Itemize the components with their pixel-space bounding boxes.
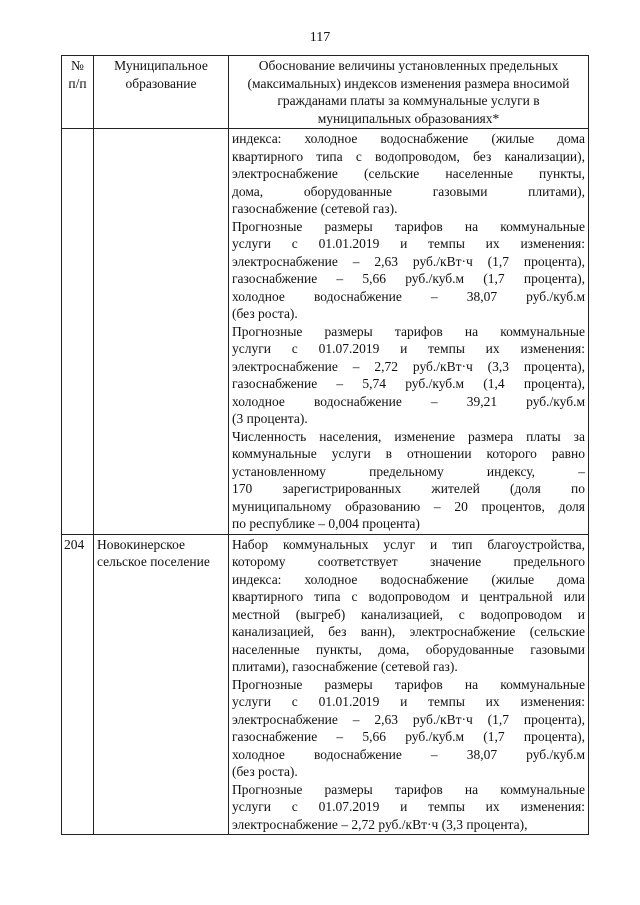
row-municipality: Новокинерское сельское поселение	[94, 534, 229, 835]
text-line: Прогнозные размеры тарифов на коммунальные	[232, 781, 585, 797]
text-line: Прогнозные размеры тарифов на коммунальные	[232, 218, 585, 234]
text-line: Прогнозные размеры тарифов на коммунальные	[232, 676, 585, 692]
text-line: (без роста).	[232, 306, 298, 321]
text-line: индекса: холодное водоснабжение (жилые дома	[232, 571, 585, 587]
text-line: газоснабжение – 5,74 руб./куб.м (1,4 процента),	[232, 376, 585, 391]
text-line: услуги с 01.01.2019 и темпы их изменения:	[232, 236, 585, 251]
text-line: 170 зарегистрированных жителей (доля по	[232, 481, 585, 496]
text-line: услуги с 01.07.2019 и темпы их изменения:	[232, 341, 585, 356]
text-line: которому соответствует значение предельного	[232, 554, 585, 569]
text-line: (без роста).	[232, 764, 298, 779]
text-line: холодное водоснабжение – 38,07 руб./куб.м	[232, 288, 585, 304]
text-line: электроснабжение – 2,63 руб./кВт·ч (1,7 процента),	[232, 253, 585, 269]
text-line: электроснабжение – 2,72 руб./кВт·ч (3,3 процента),	[232, 816, 528, 832]
text-line: дома, оборудованные газовыми плитами),	[232, 183, 585, 199]
text-line: коммунальные услуги в отношении которого равно	[232, 446, 585, 461]
text-line: услуги с 01.07.2019 и темпы их изменения:	[232, 799, 585, 814]
row-justification	[229, 534, 589, 835]
row-justification	[229, 129, 589, 535]
text-line: электроснабжение – 2,63 руб./кВт·ч (1,7 процента),	[232, 711, 585, 727]
text-line: холодное водоснабжение – 39,21 руб./куб.м	[232, 393, 585, 409]
text-line: по республике – 0,004 процента)	[232, 516, 420, 531]
header-num: № п/п	[62, 56, 94, 129]
text-line: плитами), газоснабжение (сетевой газ).	[232, 659, 458, 674]
text-line: газоснабжение (сетевой газ).	[232, 201, 398, 216]
text-line: квартирного типа с водопроводом и центральной или	[232, 589, 585, 604]
text-line: электроснабжение – 2,72 руб./кВт·ч (3,3 процента),	[232, 358, 585, 374]
page-number: 117	[309, 30, 331, 45]
row-number	[62, 129, 94, 535]
text-line: населенные пункты, дома, оборудованные газовыми	[232, 641, 585, 657]
text-line: муниципальному образованию – 20 процентов, доля	[232, 498, 585, 514]
header-municipality: Муниципальное образование	[94, 56, 229, 129]
text-line: газоснабжение – 5,66 руб./куб.м (1,7 процента),	[232, 729, 585, 744]
row-municipality	[94, 129, 229, 535]
text-line: индекса: холодное водоснабжение (жилые дома	[232, 131, 585, 146]
table-row	[62, 129, 589, 535]
text-line: Численность населения, изменение размера платы за	[232, 428, 585, 444]
header-justification: Обоснование величины установленных предельных (максимальных) индексов изменения размера вносимой гражданами платы за коммунальные услуги в муниципальных образованиях*	[229, 56, 589, 129]
text-line: канализацией, без ванн), электроснабжение (сельские	[232, 624, 585, 639]
text-line: Прогнозные размеры тарифов на коммунальные	[232, 323, 585, 339]
text-line: газоснабжение – 5,66 руб./куб.м (1,7 процента),	[232, 271, 585, 286]
text-line: квартирного типа с водопроводом, без канализации),	[232, 148, 585, 164]
text-line: услуги с 01.01.2019 и темпы их изменения:	[232, 694, 585, 709]
text-line: холодное водоснабжение – 38,07 руб./куб.м	[232, 746, 585, 762]
table-header-row	[62, 56, 589, 129]
table-row	[62, 534, 589, 835]
tariff-table	[61, 55, 589, 835]
text-line: местной (выгреб) канализацией, с водопроводом и	[232, 606, 585, 622]
text-line: (3 процента).	[232, 411, 308, 426]
text-line: Набор коммунальных услуг и тип благоустройства,	[232, 536, 585, 552]
text-line: установленному предельному индексу, –	[232, 463, 585, 479]
row-number: 204	[62, 534, 94, 835]
text-line: электроснабжение (сельские населенные пункты,	[232, 166, 585, 181]
